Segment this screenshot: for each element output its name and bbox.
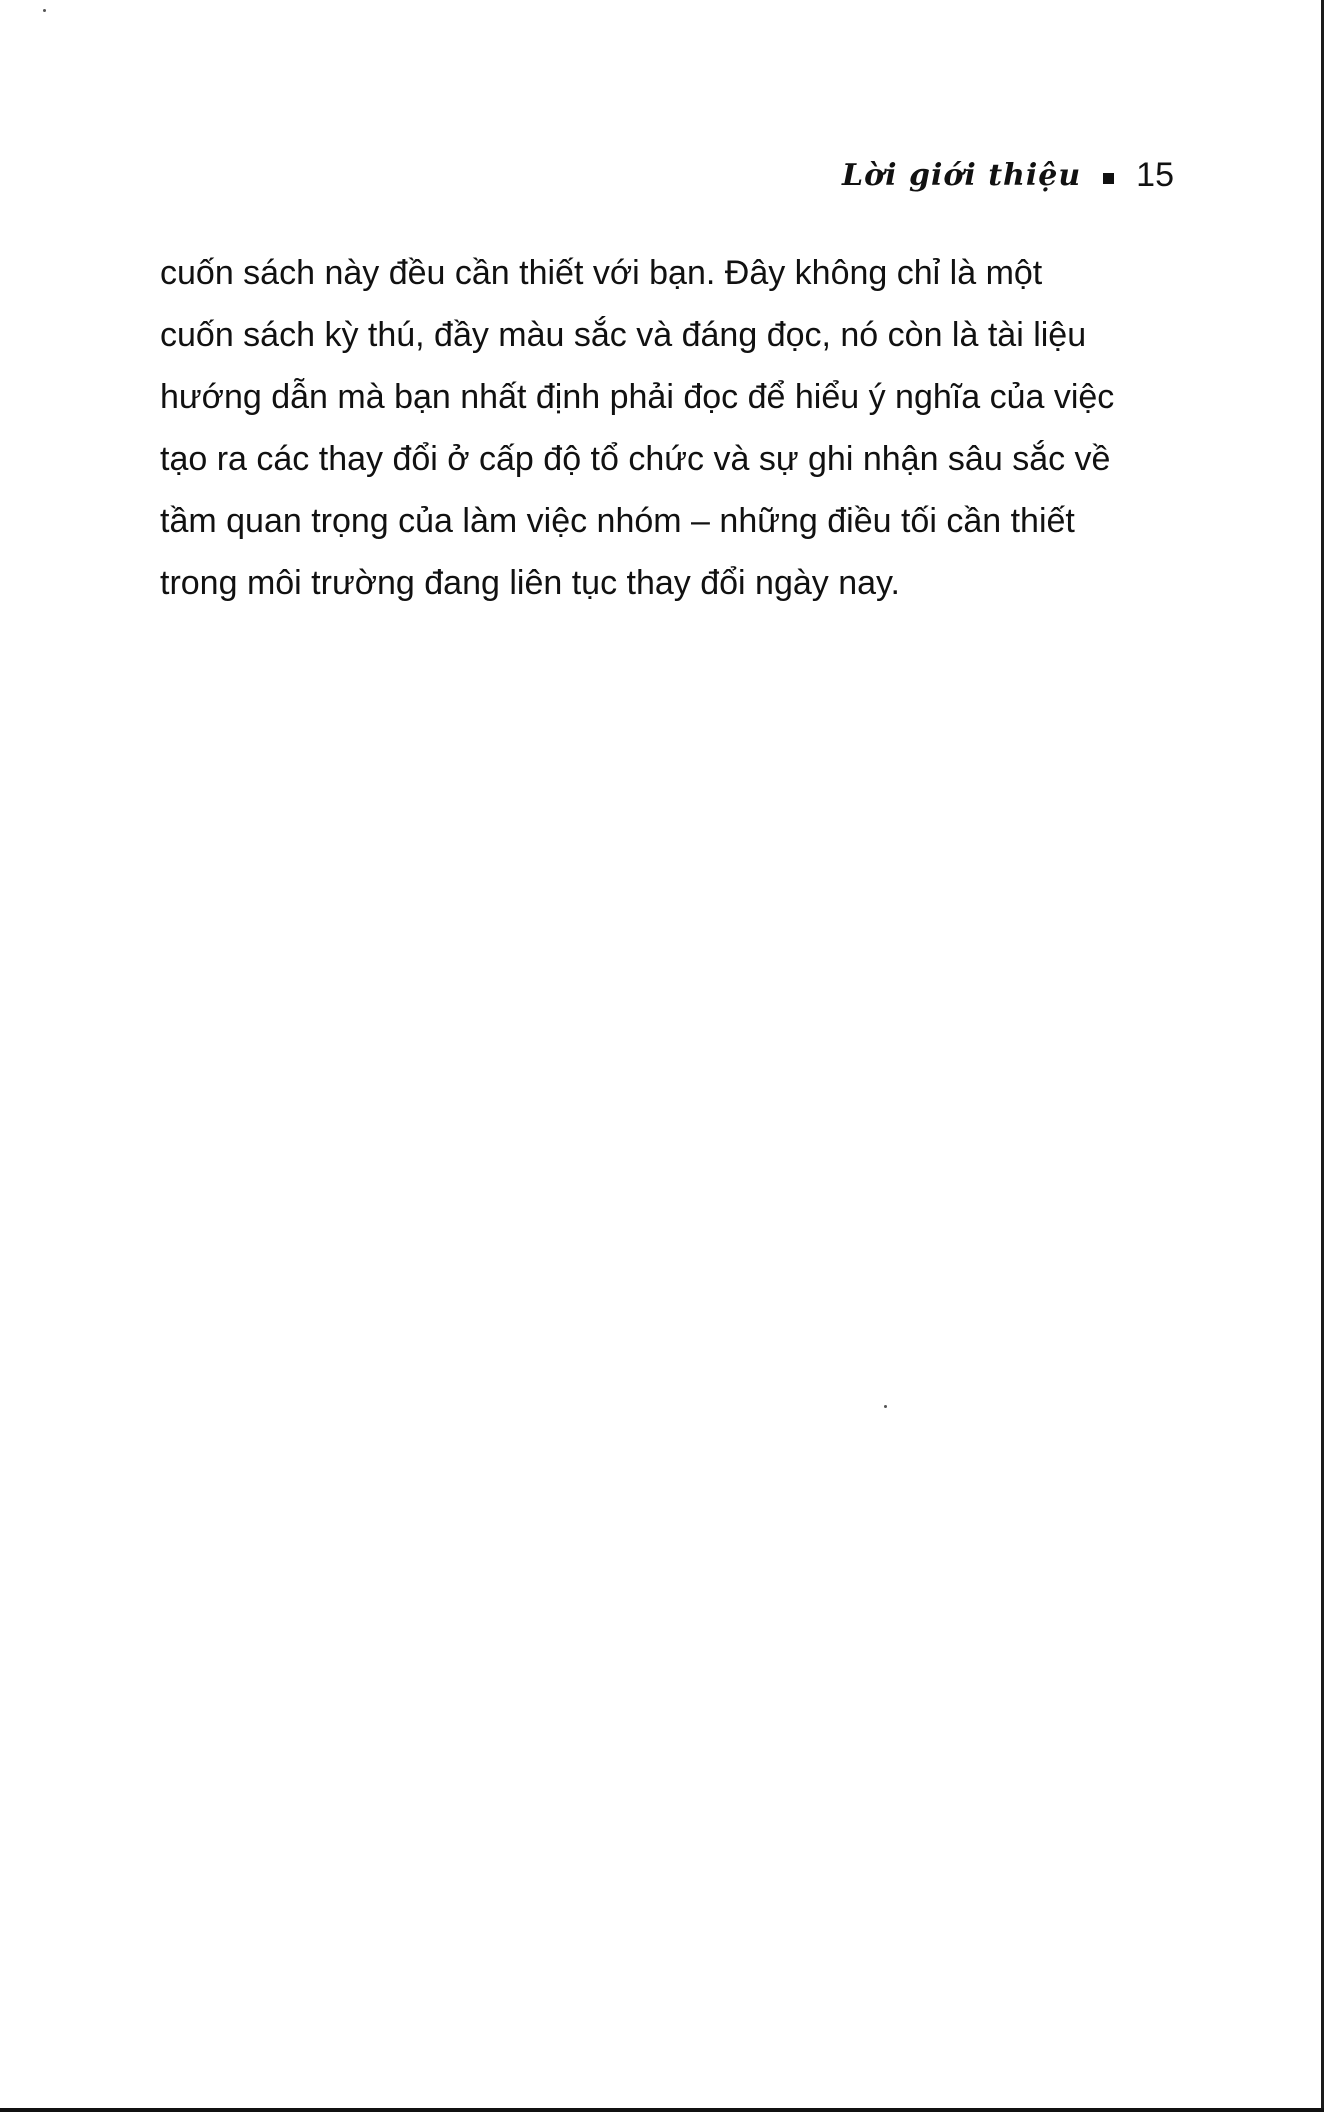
scan-speck — [43, 9, 46, 12]
body-paragraph — [160, 242, 1180, 614]
text-line: tầm quan trọng của làm việc nhóm – những điều tối cần thiết — [160, 502, 1075, 540]
text-line: tạo ra các thay đổi ở cấp độ tổ chức và sự ghi nhận sâu sắc về — [160, 440, 1111, 478]
text-line: hướng dẫn mà bạn nhất định phải đọc để hiểu ý nghĩa của việc — [160, 378, 1115, 416]
text-line: cuốn sách kỳ thú, đầy màu sắc và đáng đọc, nó còn là tài liệu — [160, 316, 1087, 354]
scan-speck — [884, 1405, 887, 1408]
text-line: trong môi trường đang liên tục thay đổi ngày nay. — [160, 564, 900, 602]
page-bottom-edge — [0, 2108, 1324, 2112]
bullet-separator-icon — [1103, 173, 1114, 184]
text-line: cuốn sách này đều cần thiết với bạn. Đây không chỉ là một — [160, 254, 1043, 292]
chapter-title: Lời giới thiệu — [842, 157, 1082, 193]
running-header — [842, 150, 1174, 200]
page-number: 15 — [1136, 155, 1174, 194]
